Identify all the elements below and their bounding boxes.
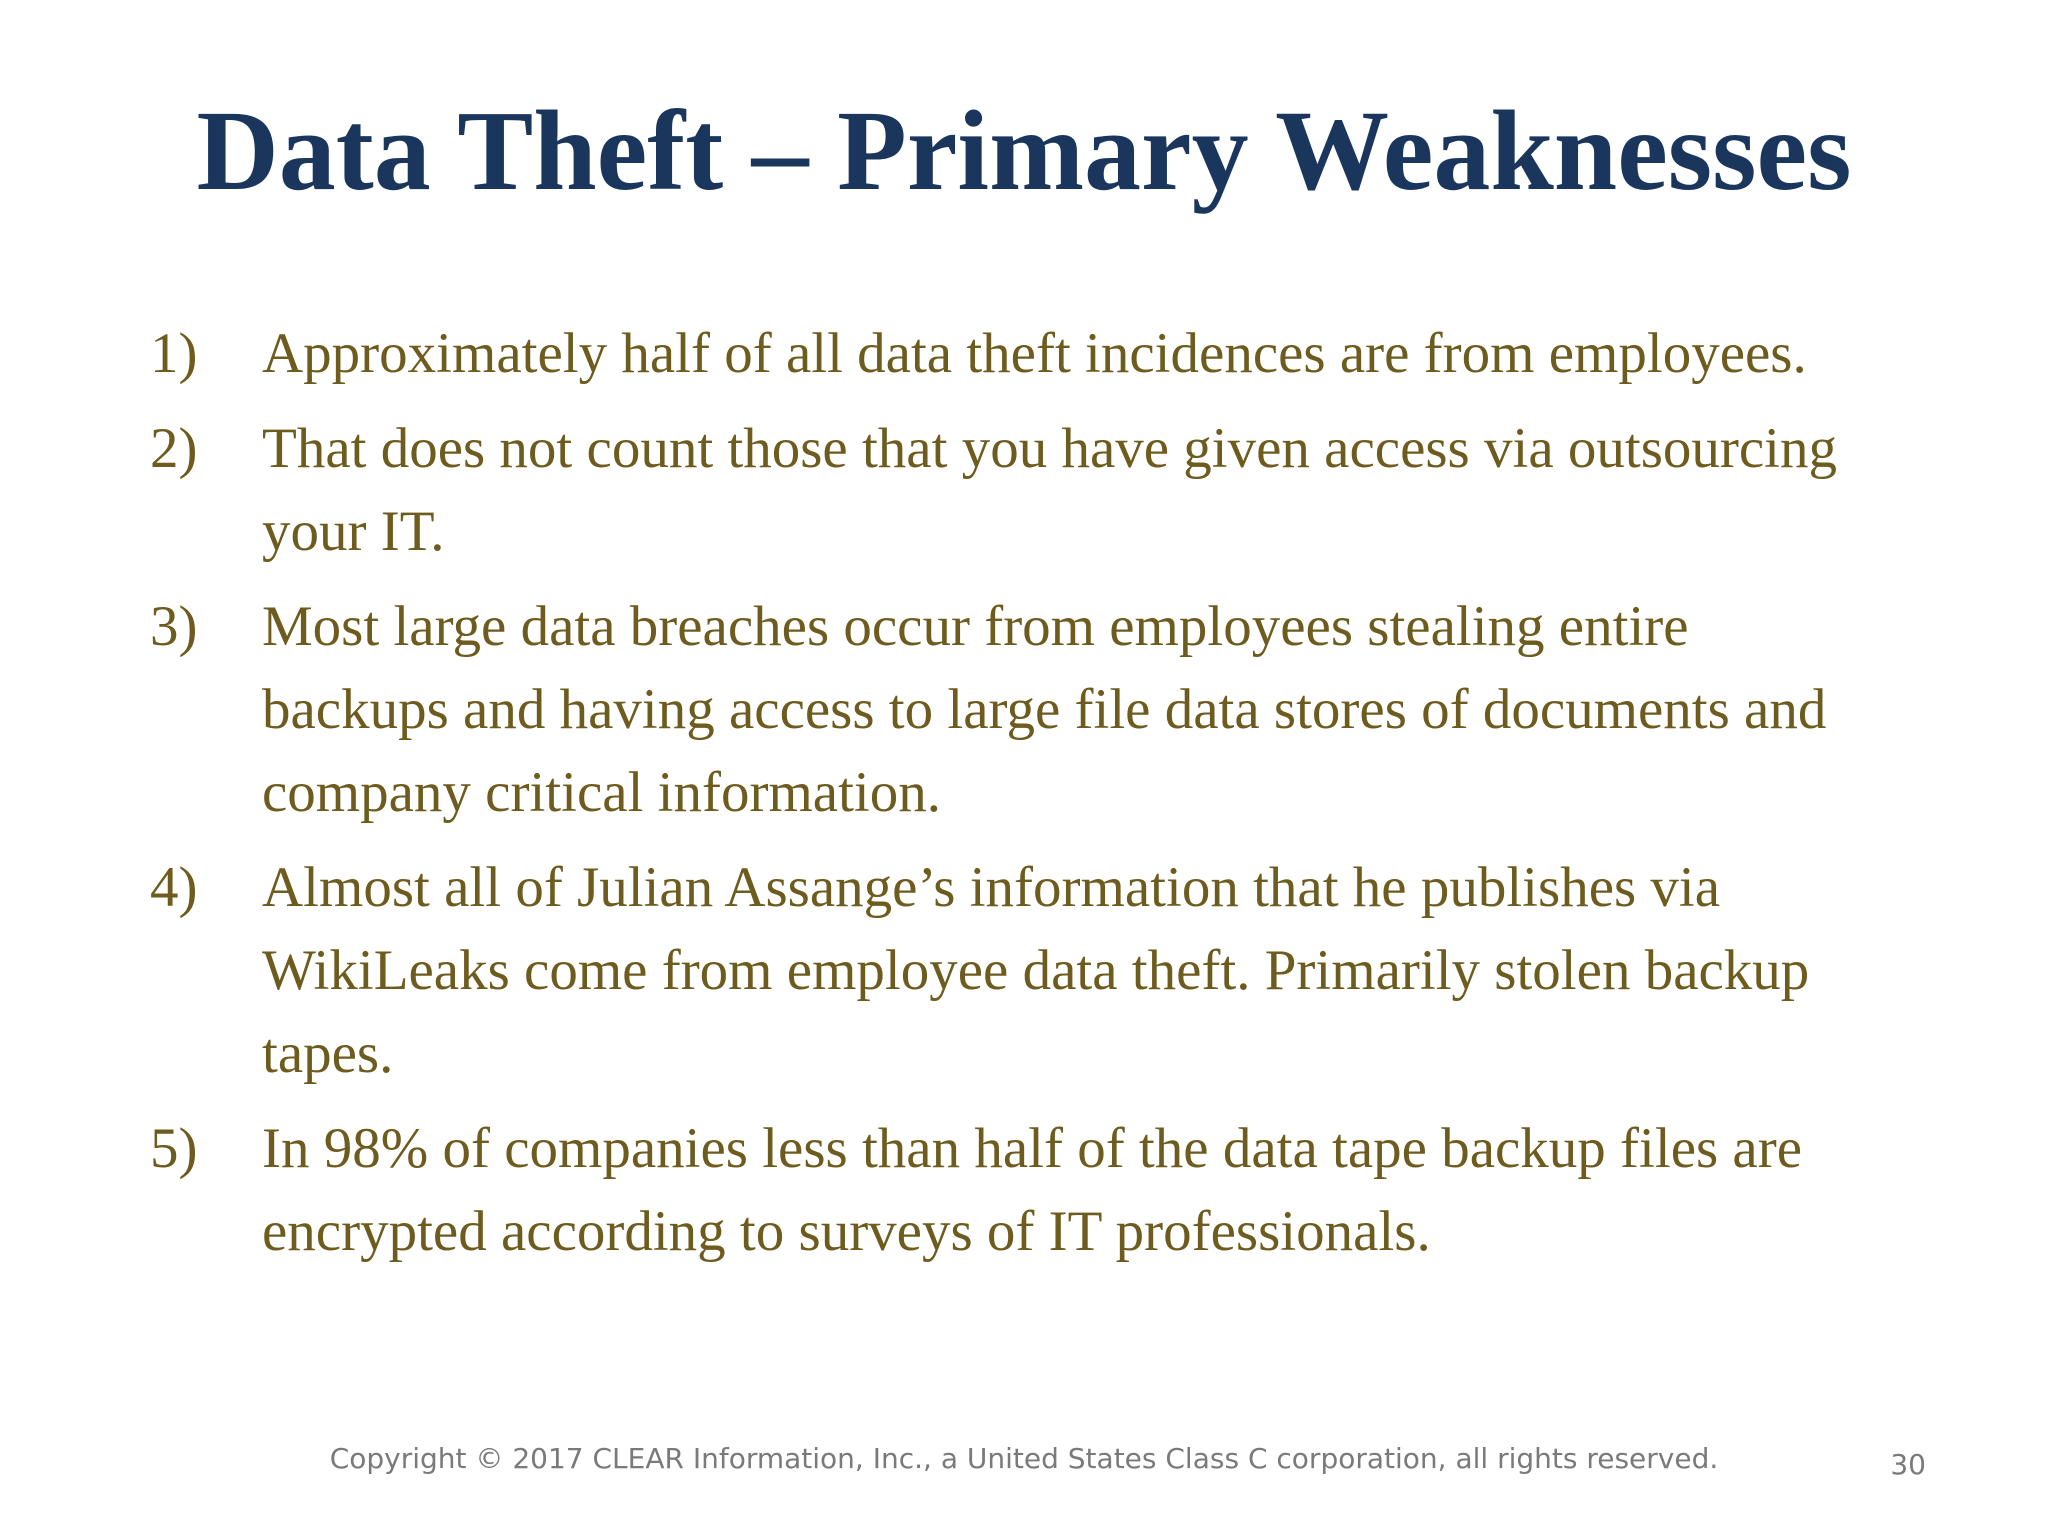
copyright-footer: Copyright © 2017 CLEAR Information, Inc., a United States Class C corporation, all rights reserved. <box>329 1442 1719 1475</box>
list-item-text: Approximately half of all data theft incidences are from employees. <box>262 322 1807 385</box>
slide-title: Data Theft – Primary Weaknesses <box>196 87 1852 214</box>
numbered-list <box>150 312 1910 1285</box>
list-item-number: 2) <box>150 417 198 480</box>
list-item-number: 3) <box>150 595 198 658</box>
list-item-text: That does not count those that you have given access via outsourcing your IT. <box>262 417 1838 563</box>
list-item <box>150 846 1910 1095</box>
page-number: 30 <box>1890 1448 1926 1481</box>
list-item-text: Most large data breaches occur from employees stealing entire backups and having access to large file data stores of documents and company critical information. <box>262 595 1827 824</box>
list-item-number: 4) <box>150 856 198 919</box>
list-item <box>150 312 1910 395</box>
list-item <box>150 407 1910 573</box>
list-item-text: In 98% of companies less than half of the data tape backup files are encrypted according to surveys of IT professionals. <box>262 1117 1803 1263</box>
list-item-number: 1) <box>150 322 198 385</box>
list-item-number: 5) <box>150 1117 198 1180</box>
list-item-text: Almost all of Julian Assange’s information that he publishes via WikiLeaks come from employee data theft. Primarily stolen backup tapes. <box>262 856 1810 1085</box>
list-item <box>150 585 1910 834</box>
list-item <box>150 1107 1910 1273</box>
